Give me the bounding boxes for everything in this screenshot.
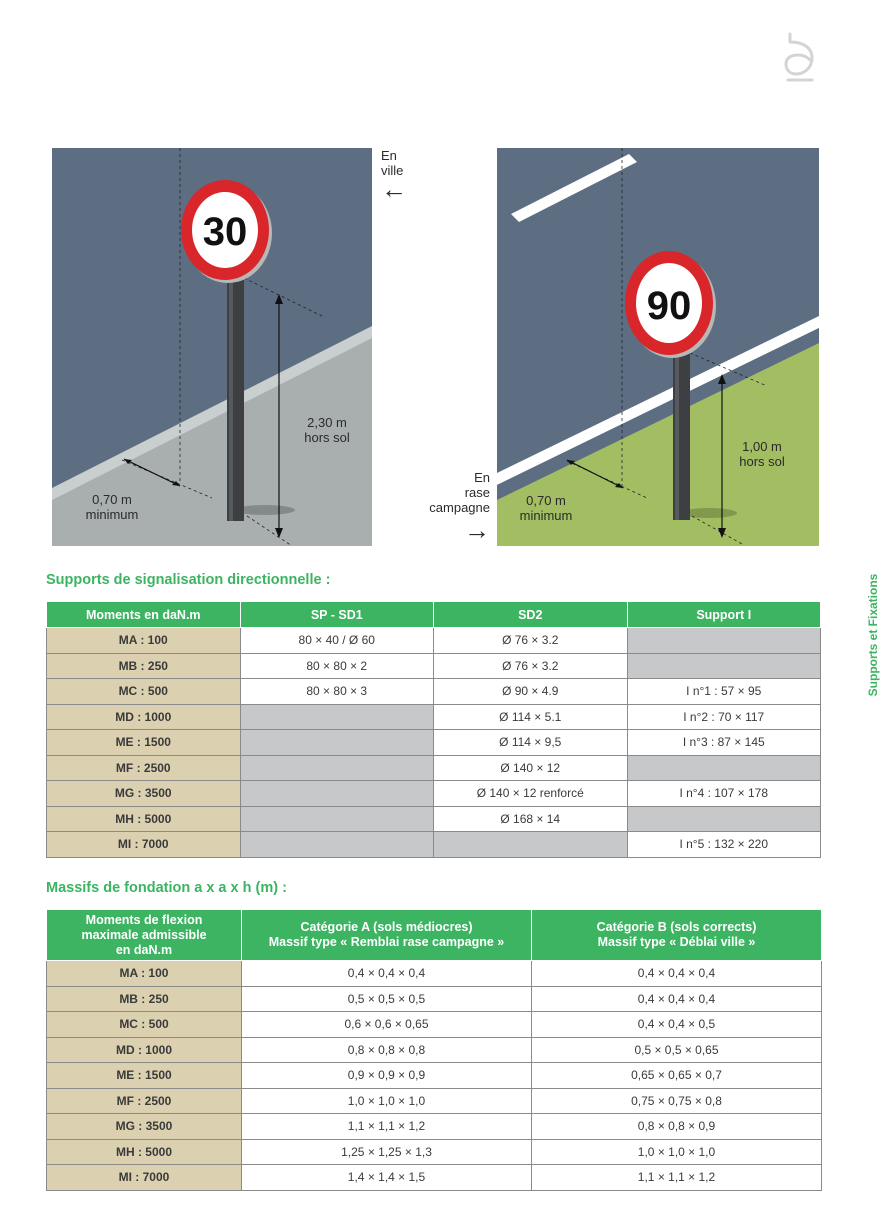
- country-offset-value: 0,70 m: [526, 493, 566, 508]
- supports-table-header-row: [47, 602, 821, 628]
- table-cell: Ø 168 × 14: [434, 806, 628, 832]
- table-row: [47, 704, 821, 730]
- header-line: Moments de flexion: [85, 912, 203, 927]
- table-row: [47, 730, 821, 756]
- table-row: [47, 755, 821, 781]
- row-header-cell: MH : 5000: [47, 1139, 242, 1165]
- table-cell: Ø 114 × 9,5: [434, 730, 628, 756]
- country-height-suffix: hors sol: [739, 454, 785, 469]
- header-line: Catégorie B (sols corrects): [596, 920, 757, 934]
- table-row: [47, 628, 821, 654]
- country-height-value: 1,00 m: [742, 439, 782, 454]
- table-row: [47, 1139, 822, 1165]
- table-row: [47, 781, 821, 807]
- country-height-label: [727, 439, 797, 469]
- table-cell: 0,4 × 0,4 × 0,5: [532, 1012, 822, 1038]
- header-line: Massif type « Déblai ville »: [597, 935, 756, 949]
- col-header-moments-flexion: [47, 910, 242, 961]
- table-row: [47, 653, 821, 679]
- city-context-line2: ville: [381, 163, 404, 178]
- table-cell: 0,9 × 0,9 × 0,9: [242, 1063, 532, 1089]
- table-cell: 1,0 × 1,0 × 1,0: [532, 1139, 822, 1165]
- section1-title: Supports de signalisation directionnelle :: [46, 572, 331, 588]
- header-line: Massif type « Remblai rase campagne »: [268, 935, 505, 949]
- foundations-table: [46, 909, 822, 1191]
- row-header-cell: MB : 250: [47, 653, 241, 679]
- row-header-cell: MC : 500: [47, 1012, 242, 1038]
- table-cell: 0,8 × 0,8 × 0,9: [532, 1114, 822, 1140]
- brand-logo-icon: [782, 30, 818, 86]
- row-header-cell: MF : 2500: [47, 1088, 242, 1114]
- row-header-cell: MG : 3500: [47, 1114, 242, 1140]
- country-context-line1: En: [474, 470, 490, 485]
- table-row: [47, 986, 822, 1012]
- header-line: maximale admissible: [81, 927, 207, 942]
- country-context-label: [420, 470, 490, 543]
- table-cell: I n°3 : 87 × 145: [627, 730, 821, 756]
- empty-cell: [240, 832, 434, 858]
- row-header-cell: MD : 1000: [47, 704, 241, 730]
- city-offset-label: [72, 492, 152, 522]
- empty-cell: [240, 806, 434, 832]
- table-cell: 0,5 × 0,5 × 0,5: [242, 986, 532, 1012]
- city-offset-value: 0,70 m: [92, 492, 132, 507]
- col-header-moments: Moments en daN.m: [47, 602, 241, 628]
- table-cell: I n°4 : 107 × 178: [627, 781, 821, 807]
- row-header-cell: MA : 100: [47, 961, 242, 987]
- col-header-sd2: SD2: [434, 602, 628, 628]
- table-cell: 0,4 × 0,4 × 0,4: [532, 961, 822, 987]
- section2-title: Massifs de fondation a x a x h (m) :: [46, 880, 287, 896]
- table-row: [47, 1088, 822, 1114]
- col-header-categorie-b: [532, 910, 822, 961]
- table-cell: 1,0 × 1,0 × 1,0: [242, 1088, 532, 1114]
- empty-cell: [240, 781, 434, 807]
- table-cell: 0,65 × 0,65 × 0,7: [532, 1063, 822, 1089]
- empty-cell: [434, 832, 628, 858]
- table-cell: I n°5 : 132 × 220: [627, 832, 821, 858]
- table-cell: 80 × 40 / Ø 60: [240, 628, 434, 654]
- table-cell: 0,4 × 0,4 × 0,4: [242, 961, 532, 987]
- country-offset-suffix: minimum: [519, 508, 573, 523]
- table-cell: 0,8 × 0,8 × 0,8: [242, 1037, 532, 1063]
- table-cell: 0,5 × 0,5 × 0,65: [532, 1037, 822, 1063]
- table-cell: Ø 140 × 12: [434, 755, 628, 781]
- arrow-left-icon: ←: [381, 174, 407, 204]
- table-cell: I n°1 : 57 × 95: [627, 679, 821, 705]
- row-header-cell: MD : 1000: [47, 1037, 242, 1063]
- row-header-cell: MI : 7000: [47, 1165, 242, 1191]
- empty-cell: [627, 806, 821, 832]
- col-header-support-i: Support I: [627, 602, 821, 628]
- foundations-table-header-row: [47, 910, 822, 961]
- table-cell: Ø 90 × 4.9: [434, 679, 628, 705]
- table-row: [47, 1037, 822, 1063]
- col-header-sp-sd1: SP - SD1: [240, 602, 434, 628]
- country-context-line3: campagne: [429, 500, 490, 515]
- row-header-cell: MA : 100: [47, 628, 241, 654]
- empty-cell: [240, 704, 434, 730]
- table-cell: I n°2 : 70 × 117: [627, 704, 821, 730]
- row-header-cell: MG : 3500: [47, 781, 241, 807]
- empty-cell: [240, 730, 434, 756]
- city-context-label: [381, 148, 421, 202]
- table-row: [47, 1012, 822, 1038]
- empty-cell: [627, 653, 821, 679]
- empty-cell: [627, 755, 821, 781]
- row-header-cell: ME : 1500: [47, 730, 241, 756]
- table-cell: 80 × 80 × 3: [240, 679, 434, 705]
- table-cell: 1,25 × 1,25 × 1,3: [242, 1139, 532, 1165]
- table-cell: 1,1 × 1,1 × 1,2: [532, 1165, 822, 1191]
- country-speed-limit-value: 90: [646, 284, 692, 328]
- table-cell: 1,4 × 1,4 × 1,5: [242, 1165, 532, 1191]
- table-cell: 0,6 × 0,6 × 0,65: [242, 1012, 532, 1038]
- table-cell: Ø 140 × 12 renforcé: [434, 781, 628, 807]
- table-cell: 0,4 × 0,4 × 0,4: [532, 986, 822, 1012]
- country-sign-illustration: [497, 148, 819, 546]
- table-row: [47, 1114, 822, 1140]
- row-header-cell: MF : 2500: [47, 755, 241, 781]
- col-header-categorie-a: [242, 910, 532, 961]
- city-height-value: 2,30 m: [307, 415, 347, 430]
- table-row: [47, 679, 821, 705]
- table-row: [47, 961, 822, 987]
- table-cell: 80 × 80 × 2: [240, 653, 434, 679]
- supports-table: [46, 601, 821, 858]
- empty-cell: [627, 628, 821, 654]
- city-offset-suffix: minimum: [85, 507, 139, 522]
- table-row: [47, 1063, 822, 1089]
- table-row: [47, 806, 821, 832]
- side-section-tab: [862, 560, 884, 710]
- city-height-label: [292, 415, 362, 445]
- arrow-right-icon: →: [464, 515, 490, 545]
- table-row: [47, 1165, 822, 1191]
- row-header-cell: MC : 500: [47, 679, 241, 705]
- table-cell: 1,1 × 1,1 × 1,2: [242, 1114, 532, 1140]
- table-cell: Ø 76 × 3.2: [434, 653, 628, 679]
- city-sign-illustration: [52, 148, 372, 546]
- header-line: en daN.m: [115, 942, 173, 957]
- city-context-line1: En: [381, 148, 397, 163]
- header-line: Catégorie A (sols médiocres): [300, 920, 473, 934]
- city-speed-limit-value: 30: [202, 210, 248, 254]
- row-header-cell: MH : 5000: [47, 806, 241, 832]
- side-tab-label: Supports et Fixations: [866, 573, 880, 697]
- table-row: [47, 832, 821, 858]
- country-context-line2: rase: [464, 485, 490, 500]
- table-cell: Ø 114 × 5.1: [434, 704, 628, 730]
- table-cell: 0,75 × 0,75 × 0,8: [532, 1088, 822, 1114]
- row-header-cell: ME : 1500: [47, 1063, 242, 1089]
- table-cell: Ø 76 × 3.2: [434, 628, 628, 654]
- country-offset-label: [506, 493, 586, 523]
- row-header-cell: MB : 250: [47, 986, 242, 1012]
- row-header-cell: MI : 7000: [47, 832, 241, 858]
- city-height-suffix: hors sol: [304, 430, 350, 445]
- empty-cell: [240, 755, 434, 781]
